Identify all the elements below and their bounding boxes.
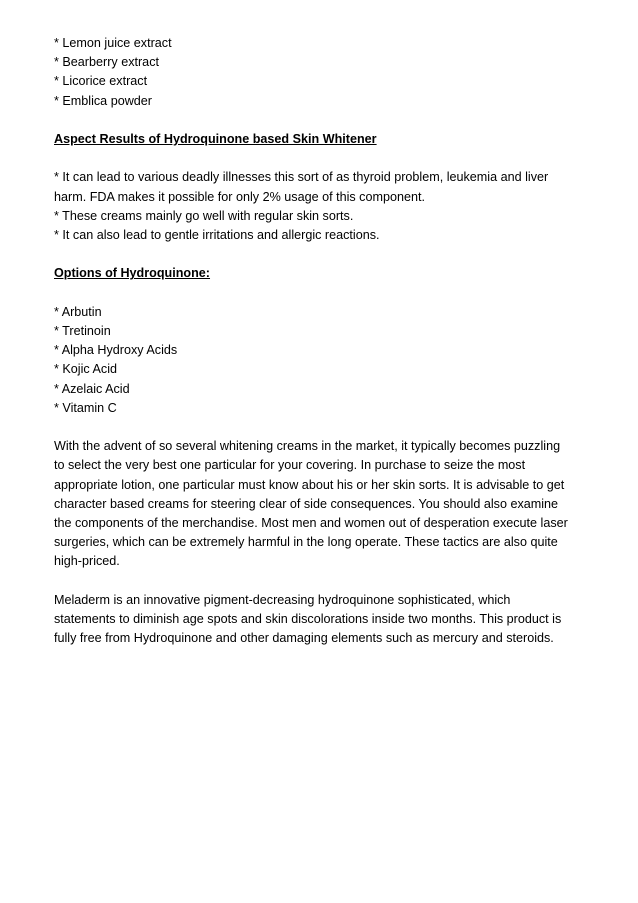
side-effects-line: * These creams mainly go well with regular skin sorts. [54,208,354,223]
paragraph-line: character based creams for steering clear of side consequences. You should also examine [54,496,559,511]
paragraph-line: the components of the merchandise. Most men and women out of desperation execute laser [54,516,568,530]
paragraph-line: to select the very best one particular for your covering. In purchase to seize the most [54,458,526,473]
spacer [54,111,589,130]
list-item: * Alpha Hydroxy Acids [54,343,178,358]
ingredient-list [54,34,589,111]
spacer [54,572,589,591]
list-item: * Azelaic Acid [54,381,130,396]
spacer [54,149,589,168]
list-item: * Tretinoin [54,323,111,338]
side-effects-line: * It can also lead to gentle irritations and allergic reactions. [54,228,380,242]
list-item: * Licorice extract [54,74,148,89]
document-page [54,34,589,648]
options-list [54,303,589,418]
paragraph-line: Meladerm is an innovative pigment-decreasing hydroquinone sophisticated, which [54,592,511,607]
spacer [54,245,589,264]
list-item: * Kojic Acid [54,362,117,377]
list-item: * Vitamin C [54,400,117,415]
paragraph-line: statements to diminish age spots and skin discolorations inside two months. This product is [54,612,562,626]
list-item: * Arbutin [54,304,102,319]
options-heading: Options of Hydroquinone: [54,266,211,281]
list-item: * Bearberry extract [54,55,159,70]
paragraph-line: With the advent of so several whitening creams in the market, it typically becomes puzzling [54,439,561,454]
paragraph-line: fully free from Hydroquinone and other damaging elements such as mercury and steroids. [54,631,554,646]
side-effects-line: * It can lead to various deadly illnesses this sort of as thyroid problem, leukemia and liver [54,170,549,185]
list-item: * Lemon juice extract [54,36,172,50]
side-effects-list [54,168,589,245]
spacer [54,284,589,303]
side-effects-heading: Aspect Results of Hydroquinone based Skin Whitener [54,132,377,146]
advent-paragraph [54,437,589,571]
meladerm-paragraph [54,591,589,649]
list-item: * Emblica powder [54,93,152,108]
paragraph-line: appropriate lotion, one particular must know about his or her skin sorts. It is advisable to get [54,477,565,492]
paragraph-line: surgeries, which can be extremely harmful in the long operate. These tactics are also quite [54,535,558,550]
spacer [54,418,589,437]
side-effects-line: harm. FDA makes it possible for only 2% usage of this component. [54,189,425,204]
paragraph-line: high-priced. [54,554,120,569]
